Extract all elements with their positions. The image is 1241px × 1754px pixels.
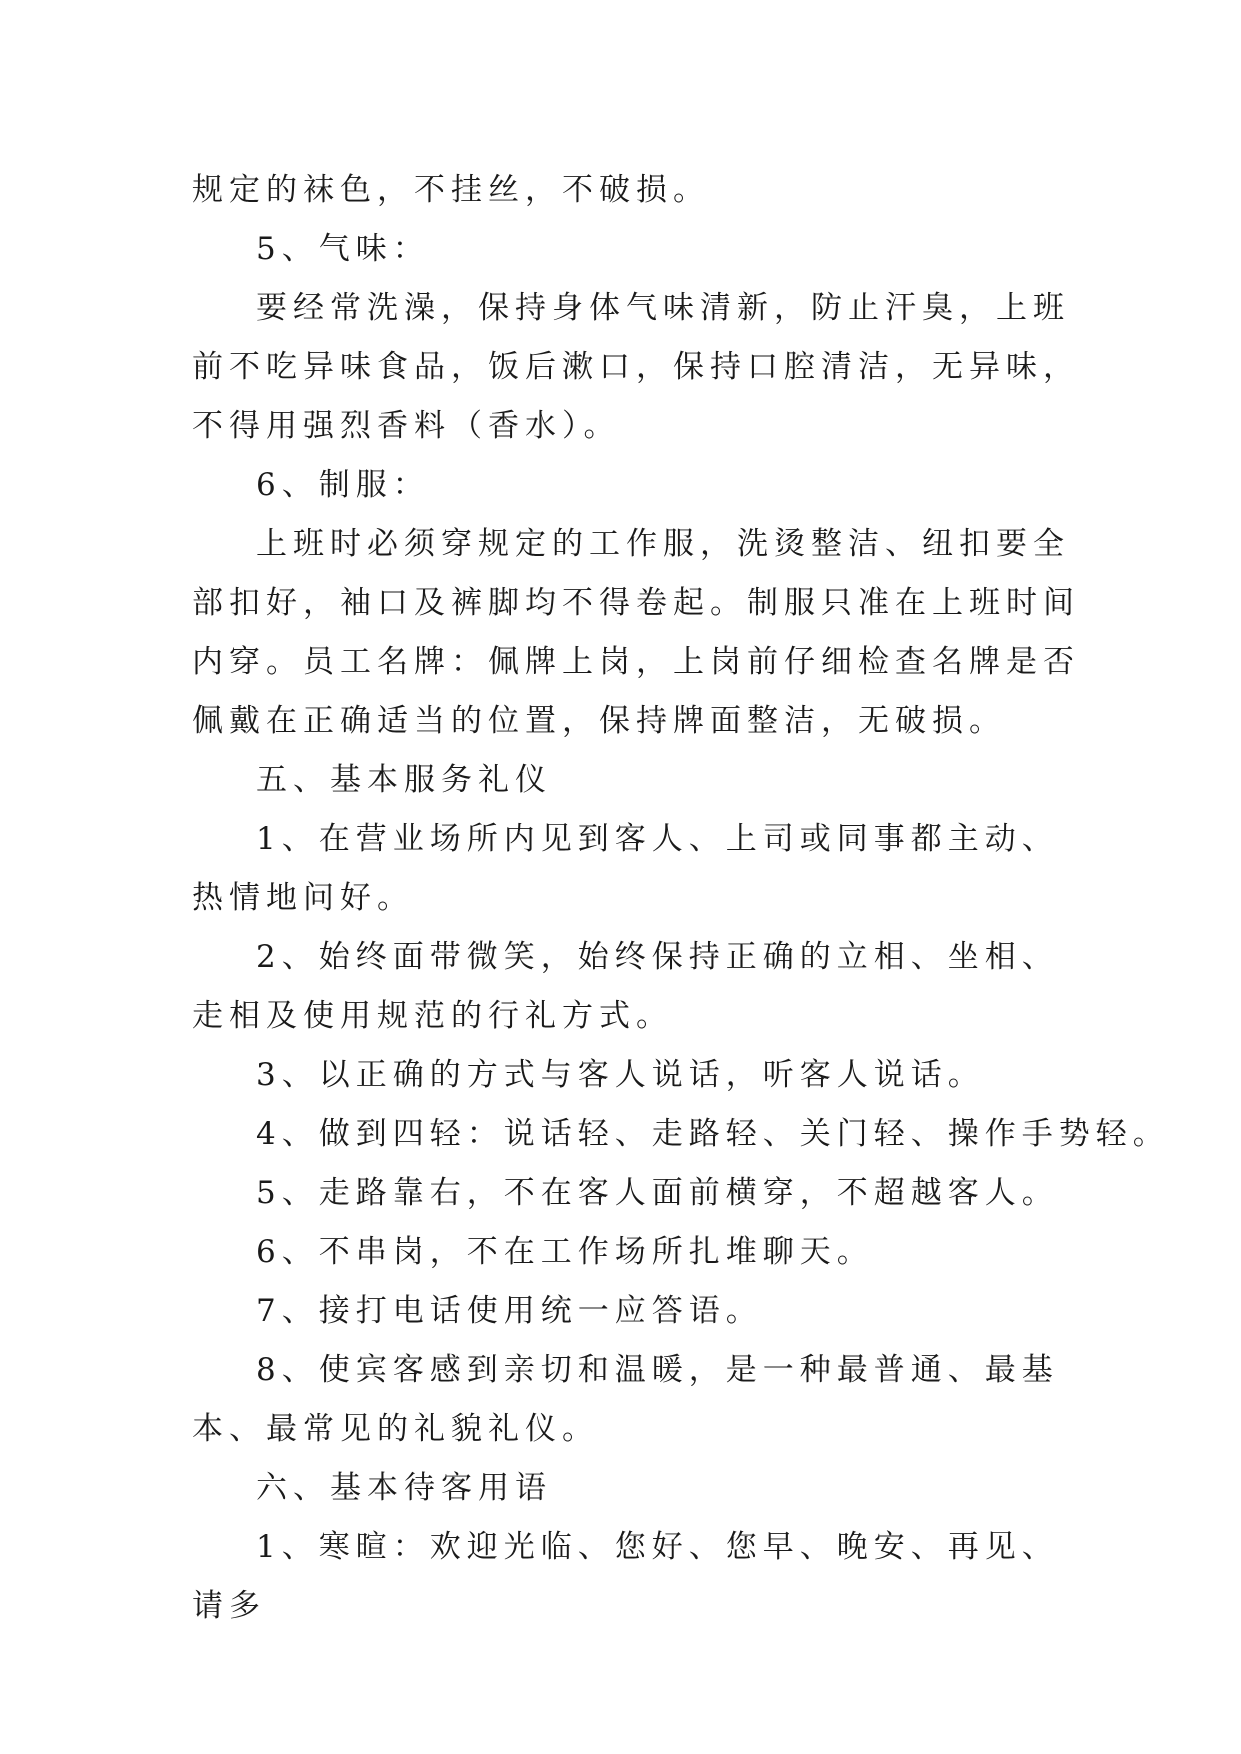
list-item-greetings-phrases: 1、寒暄：欢迎光临、您好、您早、晚安、再见、请多 bbox=[192, 1529, 1059, 1624]
paragraph-stocking-color: 规定的袜色，不挂丝，不破损。 bbox=[192, 172, 710, 208]
list-item-greeting: 1、在营业场所内见到客人、上司或同事都主动、热情地问好。 bbox=[192, 821, 1059, 916]
list-item-walk-right: 5、走路靠右，不在客人面前横穿，不超越客人。 bbox=[256, 1175, 1059, 1211]
section-heading-hospitality-phrases: 六、基本待客用语 bbox=[256, 1470, 552, 1506]
heading-uniform: 6、制服： bbox=[256, 467, 430, 503]
list-item-speaking: 3、以正确的方式与客人说话，听客人说话。 bbox=[256, 1057, 985, 1093]
section-heading-basic-service-etiquette: 五、基本服务礼仪 bbox=[256, 762, 552, 798]
document-body bbox=[192, 161, 1170, 1636]
list-item-phone: 7、接打电话使用统一应答语。 bbox=[256, 1293, 763, 1329]
paragraph-odor: 要经常洗澡，保持身体气味清新，防止汗臭，上班前不吃异味食品，饭后漱口，保持口腔清洁，无异味，不得用强烈香料（香水）。 bbox=[192, 290, 1080, 444]
heading-odor: 5、气味： bbox=[256, 231, 430, 267]
list-item-smile: 2、始终面带微笑，始终保持正确的立相、坐相、走相及使用规范的行礼方式。 bbox=[192, 939, 1059, 1034]
list-item-warmth: 8、使宾客感到亲切和温暖，是一种最普通、最基本、最常见的礼貌礼仪。 bbox=[192, 1352, 1059, 1447]
paragraph-uniform: 上班时必须穿规定的工作服，洗烫整洁、纽扣要全部扣好，袖口及裤脚均不得卷起。制服只准在上班时间内穿。员工名牌：佩牌上岗，上岗前仔细检查名牌是否佩戴在正确适当的位置，保持牌面整洁，无破损。 bbox=[192, 526, 1080, 739]
list-item-four-light: 4、做到四轻：说话轻、走路轻、关门轻、操作手势轻。 bbox=[256, 1116, 1170, 1152]
list-item-no-wandering: 6、不串岗，不在工作场所扎堆聊天。 bbox=[256, 1234, 874, 1270]
